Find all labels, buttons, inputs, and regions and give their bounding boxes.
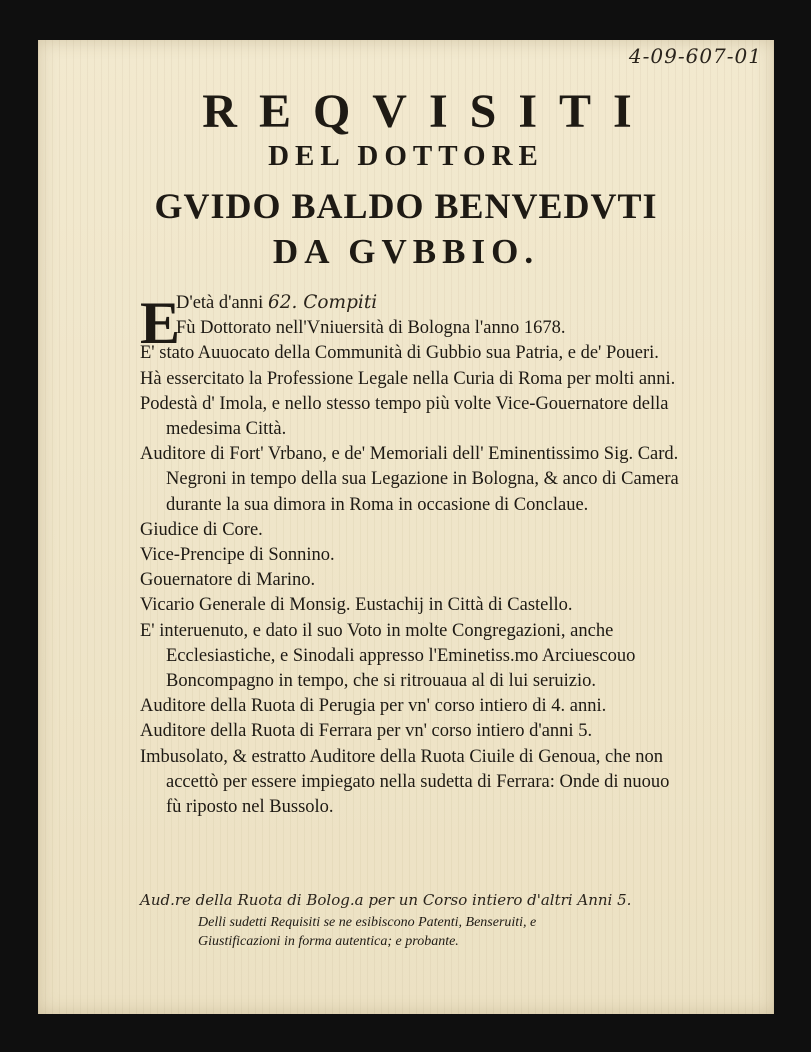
list-item: Auditore della Ruota di Ferrara per vn' corso intiero d'anni 5. (140, 721, 593, 742)
title-line-3: GVIDO BALDO BENVEDVTI (154, 186, 658, 226)
list-item: Podestà d' Imola, e nello stesso tempo più volte Vice-Gouernatore della medesima Città. (140, 393, 669, 440)
title-line-1: REQVISITI (202, 85, 654, 138)
shelfmark-annotation: 4-09-607-01 (628, 44, 762, 68)
list-item: Vicario Generale di Monsig. Eustachij in Città di Castello. (140, 595, 573, 616)
handwritten-note: Aud.re della Ruota di Bolog.a per un Corso intiero d'altri Anni 5. (140, 891, 632, 909)
list-item: Imbusolato, & estratto Auditore della Ruota Ciuile di Genoua, che non accettò per essere impiegato nella sudetta di Ferrara: Onde di nuouo fù riposto nel Bussolo. (140, 746, 670, 818)
age-handwritten: 62. Compiti (267, 292, 378, 313)
document-page (38, 40, 774, 1014)
list-item: E' interuenuto, e dato il suo Voto in molte Congregazioni, anche Ecclesiastiche, e Sinodali appresso l'Eminetiss.mo Arciuescouo Boncompagno in tempo, che si ritrouaua al di lui seruizio. (140, 620, 636, 692)
requisites-list (140, 290, 680, 820)
closing-statement: Delli sudetti Requisiti se ne esibiscono Patenti, Benseruiti, e Giustificazioni in forma autentica; e probante. (198, 915, 537, 949)
drop-cap: E (140, 290, 181, 356)
list-item: Giudice di Core. (140, 519, 263, 540)
first-entry-line-2: Fù Dottorato nell'Vniuersità di Bologna l'anno 1678. (176, 318, 566, 339)
first-entry (140, 290, 680, 316)
list-item: Vice-Prencipe di Sonnino. (140, 545, 335, 566)
list-item: Hà essercitato la Professione Legale nella Curia di Roma per molti anni. (140, 368, 676, 389)
list-item: Auditore della Ruota di Perugia per vn' corso intiero di 4. anni. (140, 696, 607, 717)
list-item: Gouernatore di Marino. (140, 570, 316, 591)
list-item: Auditore di Fort' Vrbano, e de' Memoriali dell' Eminentissimo Sig. Card. Negroni in tempo della sua Legazione in Bologna, & anco di Camera durante la sua dimora in Roma in occasione di Conclaue. (140, 444, 679, 515)
title-line-4: DA GVBBIO. (272, 232, 540, 271)
title-line-2: DEL DOTTORE (268, 140, 544, 172)
age-prefix: D'età d'anni (176, 293, 264, 313)
list-item: E' stato Auuocato della Communità di Gubbio sua Patria, e de' Poueri. (140, 343, 659, 364)
